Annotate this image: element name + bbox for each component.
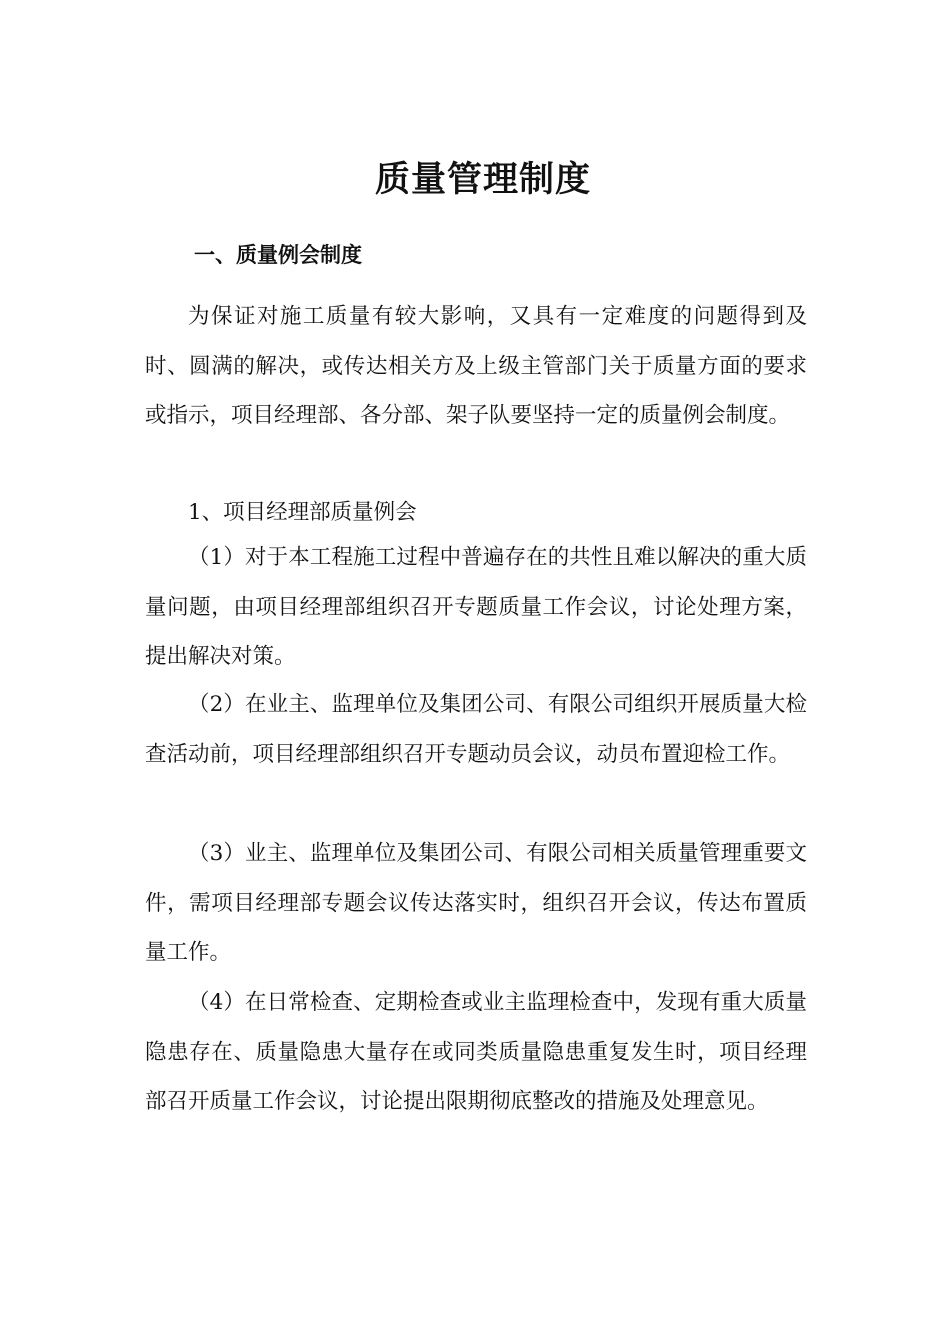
list-item: （4）在日常检查、定期检查或业主监理检查中，发现有重大质量隐患存在、质量隐患大量存在或同类质量隐患重复发生时，项目经理部召开质量工作会议，讨论提出限期彻底整改的措施及处理意见。	[145, 990, 807, 1114]
section-heading: 一、质量例会制度	[194, 243, 362, 267]
subsection-heading: 1、项目经理部质量例会	[188, 500, 417, 525]
list-item: （1）对于本工程施工过程中普遍存在的共性且难以解决的重大质量问题，由项目经理部组织召开专题质量工作会议，讨论处理方案，提出解决对策。	[145, 545, 807, 669]
document-title: 质量管理制度	[374, 160, 591, 200]
list-item: （3）业主、监理单位及集团公司、有限公司相关质量管理重要文件，需项目经理部专题会议传达落实时，组织召开会议，传达布置质量工作。	[145, 841, 807, 965]
list-item: （2）在业主、监理单位及集团公司、有限公司组织开展质量大检查活动前，项目经理部组织召开专题动员会议，动员布置迎检工作。	[145, 692, 807, 767]
intro-paragraph: 为保证对施工质量有较大影响，又具有一定难度的问题得到及时、圆满的解决，或传达相关方及上级主管部门关于质量方面的要求或指示，项目经理部、各分部、架子队要坚持一定的质量例会制度。	[145, 304, 807, 428]
